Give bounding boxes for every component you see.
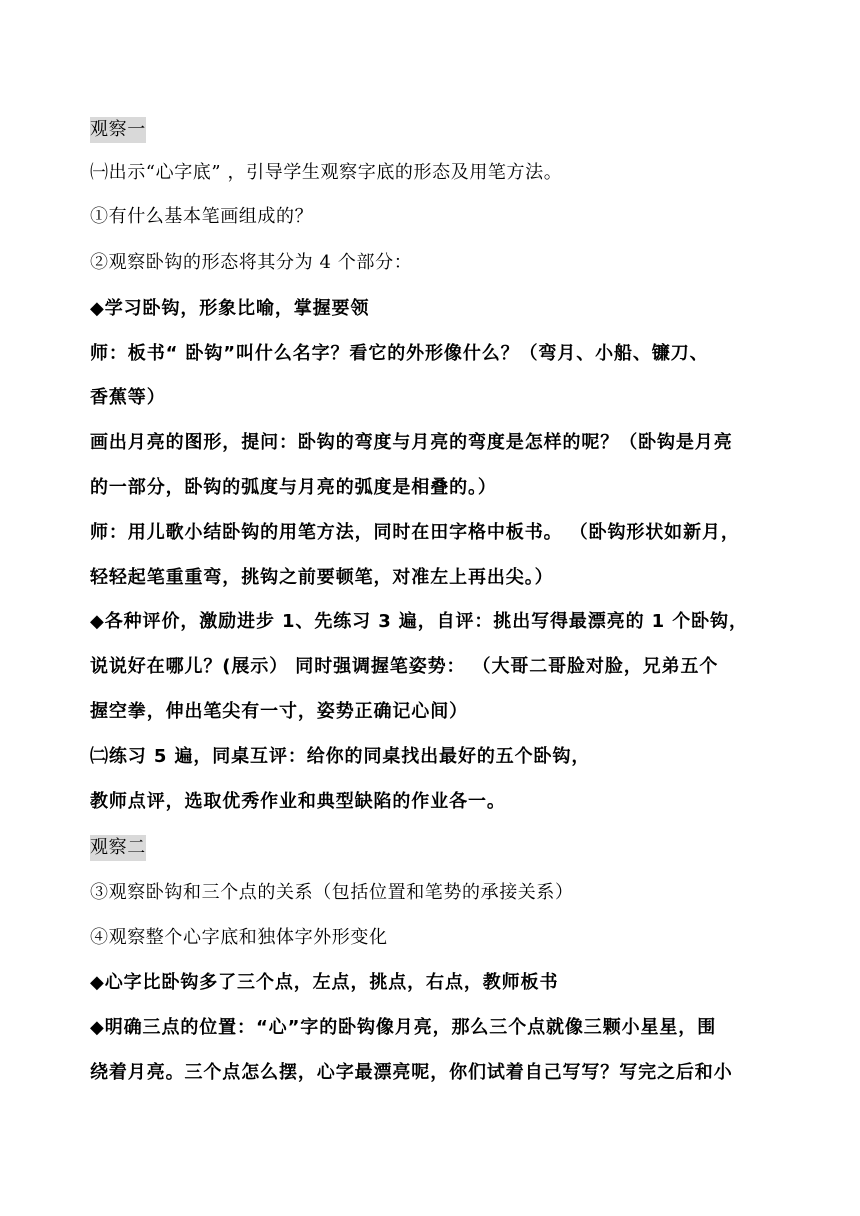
bold-text-line: 师：用儿歌小结卧钩的用笔方法，同时在田字格中板书。 （卧钩形状如新月，	[90, 522, 740, 543]
text-line: ①有什么基本笔画组成的？	[90, 206, 314, 227]
bold-text-line: 绕着月亮。三个点怎么摆，心字最漂亮呢，你们试着自己写写？写完之后和小	[90, 1062, 733, 1083]
text-line: ③观察卧钩和三个点的关系（包括位置和笔势的承接关系）	[90, 882, 574, 903]
bold-text-line: 握空拳，伸出笔尖有一寸，姿势正确记心间）	[90, 701, 468, 722]
bold-text-line: 画出月亮的图形，提问：卧钩的弯度与月亮的弯度是怎样的呢？（卧钩是月亮	[90, 432, 733, 453]
bold-text-line: 教师点评，选取优秀作业和典型缺陷的作业各一。	[90, 791, 506, 812]
heading-observe-2: 观察二	[90, 835, 146, 861]
bold-text-line: 师：板书“ 卧钩”叫什么名字？看它的外形像什么？（弯月、小船、镰刀、	[90, 343, 709, 364]
bold-text-line: ㈡练习 5 遍，同桌互评：给你的同桌找出最好的五个卧钩，	[90, 746, 591, 767]
bold-text-line: ◆心字比卧钩多了三个点，左点，挑点，右点，教师板书	[90, 972, 559, 993]
heading-observe-1: 观察一	[90, 117, 146, 143]
text-line: ④观察整个心字底和独体字外形变化	[90, 927, 388, 948]
bold-text-line: 的一部分，卧钩的弧度与月亮的弧度是相叠的。）	[90, 477, 497, 498]
bold-text-line: 轻轻起笔重重弯，挑钩之前要顿笔，对准左上再出尖。）	[90, 567, 554, 588]
bold-text-line: ◆各种评价，激励进步 1、先练习 3 遍，自评：挑出写得最漂亮的 1 个卧钩，	[90, 611, 748, 632]
text-line: ㈠出示“心字底” ，引导学生观察字底的形态及用笔方法。	[90, 162, 563, 183]
bold-text-line: 香蕉等）	[90, 387, 166, 408]
bold-text-line: ◆明确三点的位置：“心”字的卧钩像月亮，那么三个点就像三颗小星星，围	[90, 1017, 717, 1038]
text-line: ②观察卧钩的形态将其分为 4 个部分：	[90, 252, 413, 273]
bold-text-line: 说说好在哪儿？(展示） 同时强调握笔姿势： （大哥二哥脸对脸，兄弟五个	[90, 656, 719, 677]
bold-text-line: ◆学习卧钩，形象比喻，掌握要领	[90, 298, 370, 319]
